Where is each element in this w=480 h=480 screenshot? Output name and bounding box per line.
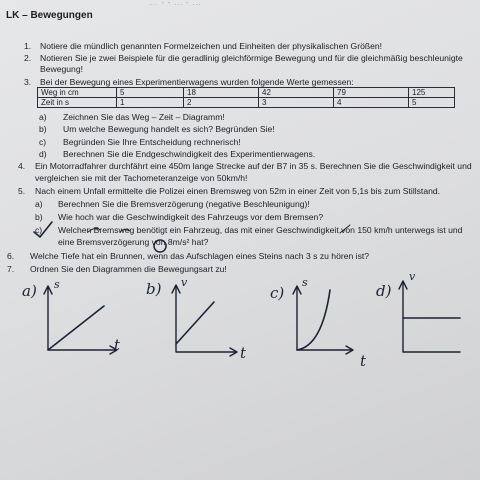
- table-cell: Zeit in s: [38, 98, 117, 108]
- table-cell: 5: [117, 88, 184, 98]
- diagram-b-x-label: t: [240, 344, 247, 362]
- task-5-number: 5.: [18, 186, 26, 196]
- diagram-c-y-label: s: [302, 276, 308, 289]
- table-cell: 79: [334, 88, 409, 98]
- task-6-number: 6.: [7, 251, 15, 261]
- task-5b-text: Wie hoch war die Geschwindigkeit des Fahrzeugs vor dem Bremsen?: [58, 212, 324, 222]
- table-cell: 2: [184, 98, 259, 108]
- task-3-number: 3.: [24, 77, 32, 87]
- diagram-c-curve: [297, 290, 330, 350]
- ink-circle: [154, 240, 166, 252]
- diagram-d: [399, 281, 460, 352]
- diagram-d-y-label: v: [409, 270, 416, 283]
- table-cell: 42: [259, 88, 334, 98]
- task-2-line1: Notieren Sie je zwei Beispiele für die geradlinig gleichförmige Bewegung und für die gleichmäßig beschleunigte: [40, 53, 463, 63]
- task-3-text: Bei der Bewegung eines Experimentierwagens wurden folgende Werte gemessen:: [40, 77, 354, 87]
- task-5c-line1: Welchen Bremsweg benötigt ein Fahrzeug, das mit einer Geschwindigkeit von 150 km/h unterwegs ist und: [58, 225, 463, 235]
- task-5-text: Nach einem Unfall ermittelte die Polizei einen Bremsweg von 52m in einer Zeit von 5,1s bis zum Stillstand.: [35, 186, 441, 196]
- header-bleed-text: ... - - ... - ...: [150, 0, 202, 7]
- task-3c-text: Begründen Sie Ihre Entscheidung rechnerisch!: [63, 137, 241, 147]
- task-4-line1: Ein Motorradfahrer durchfährt eine 450m lange Strecke auf der B7 in 35 s. Berechnen Sie die Geschwindigkeit und: [35, 161, 472, 171]
- task-3d-text: Berechnen Sie die Endgeschwindigkeit des Experimentierwagens.: [63, 149, 316, 159]
- task-5a-text: Berechnen Sie die Bremsverzögerung (negative Beschleunigung)!: [58, 199, 310, 209]
- task-4-line2: vergleichen sie mit der Tachometeranzeige von 50km/h!: [35, 173, 248, 183]
- task-7-number: 7.: [7, 264, 15, 274]
- task-1-text: Notiere die mündlich genannten Formelzeichen und Einheiten der physikalischen Größen!: [40, 41, 383, 51]
- diagram-c-axes: [297, 288, 352, 350]
- task-6-text: Welche Tiefe hat ein Brunnen, wenn das Aufschlagen eines Steins nach 3 s zu hören ist?: [30, 251, 370, 261]
- diagram-a-y-label: s: [54, 278, 60, 291]
- task-3b-text: Um welche Bewegung handelt es sich? Begründen Sie!: [63, 124, 275, 134]
- diagram-a-y-axis: [48, 288, 116, 350]
- table-cell: 125: [409, 88, 455, 98]
- task-5c-line2: eine Bremsverzögerung von 8m/s² hat?: [58, 237, 209, 247]
- diagram-a-label: a): [22, 282, 37, 300]
- table-cell: 1: [117, 98, 184, 108]
- task-5a-letter: a): [35, 199, 43, 209]
- ink-underline: [88, 228, 130, 232]
- table-cell: 5: [409, 98, 455, 108]
- diagram-d-axes: [403, 282, 460, 352]
- diagram-a-x-label: t: [114, 336, 121, 354]
- task-3a-text: Zeichnen Sie das Weg – Zeit – Diagramm!: [63, 112, 225, 122]
- table-cell: Weg in cm: [38, 88, 117, 98]
- task-5c-letter: c): [35, 225, 43, 235]
- diagram-a-curve: [48, 306, 104, 350]
- task-3d-letter: d): [39, 149, 47, 159]
- table-cell: 18: [184, 88, 259, 98]
- diagram-a: [44, 286, 117, 354]
- task-2-number: 2.: [24, 53, 32, 63]
- table-cell: 4: [334, 98, 409, 108]
- diagram-d-label: d): [376, 282, 392, 300]
- diagram-b-curve: [176, 302, 214, 344]
- task-5b-letter: b): [35, 212, 43, 222]
- diagram-b-axes: [176, 286, 236, 352]
- diagram-b-label: b): [146, 280, 162, 298]
- diagram-b-y-label: v: [181, 276, 188, 289]
- worksheet-title: LK – Bewegungen: [6, 10, 93, 21]
- diagram-c-label: c): [270, 284, 285, 302]
- task-1-number: 1.: [24, 41, 32, 51]
- diagram-c: [293, 286, 353, 354]
- task-2-line2: Bewegung!: [40, 64, 84, 74]
- check-mark-icon: [34, 222, 52, 237]
- task-3c-letter: c): [39, 137, 47, 147]
- task-3b-letter: b): [39, 124, 47, 134]
- diagram-b: [172, 285, 237, 356]
- table-cell: 3: [259, 98, 334, 108]
- task-7-text: Ordnen Sie den Diagrammen die Bewegungsart zu!: [30, 264, 227, 274]
- diagram-c-x-label: t: [360, 352, 367, 370]
- task-4-number: 4.: [18, 161, 26, 171]
- ink-underline: [340, 225, 350, 233]
- task-3a-letter: a): [39, 112, 47, 122]
